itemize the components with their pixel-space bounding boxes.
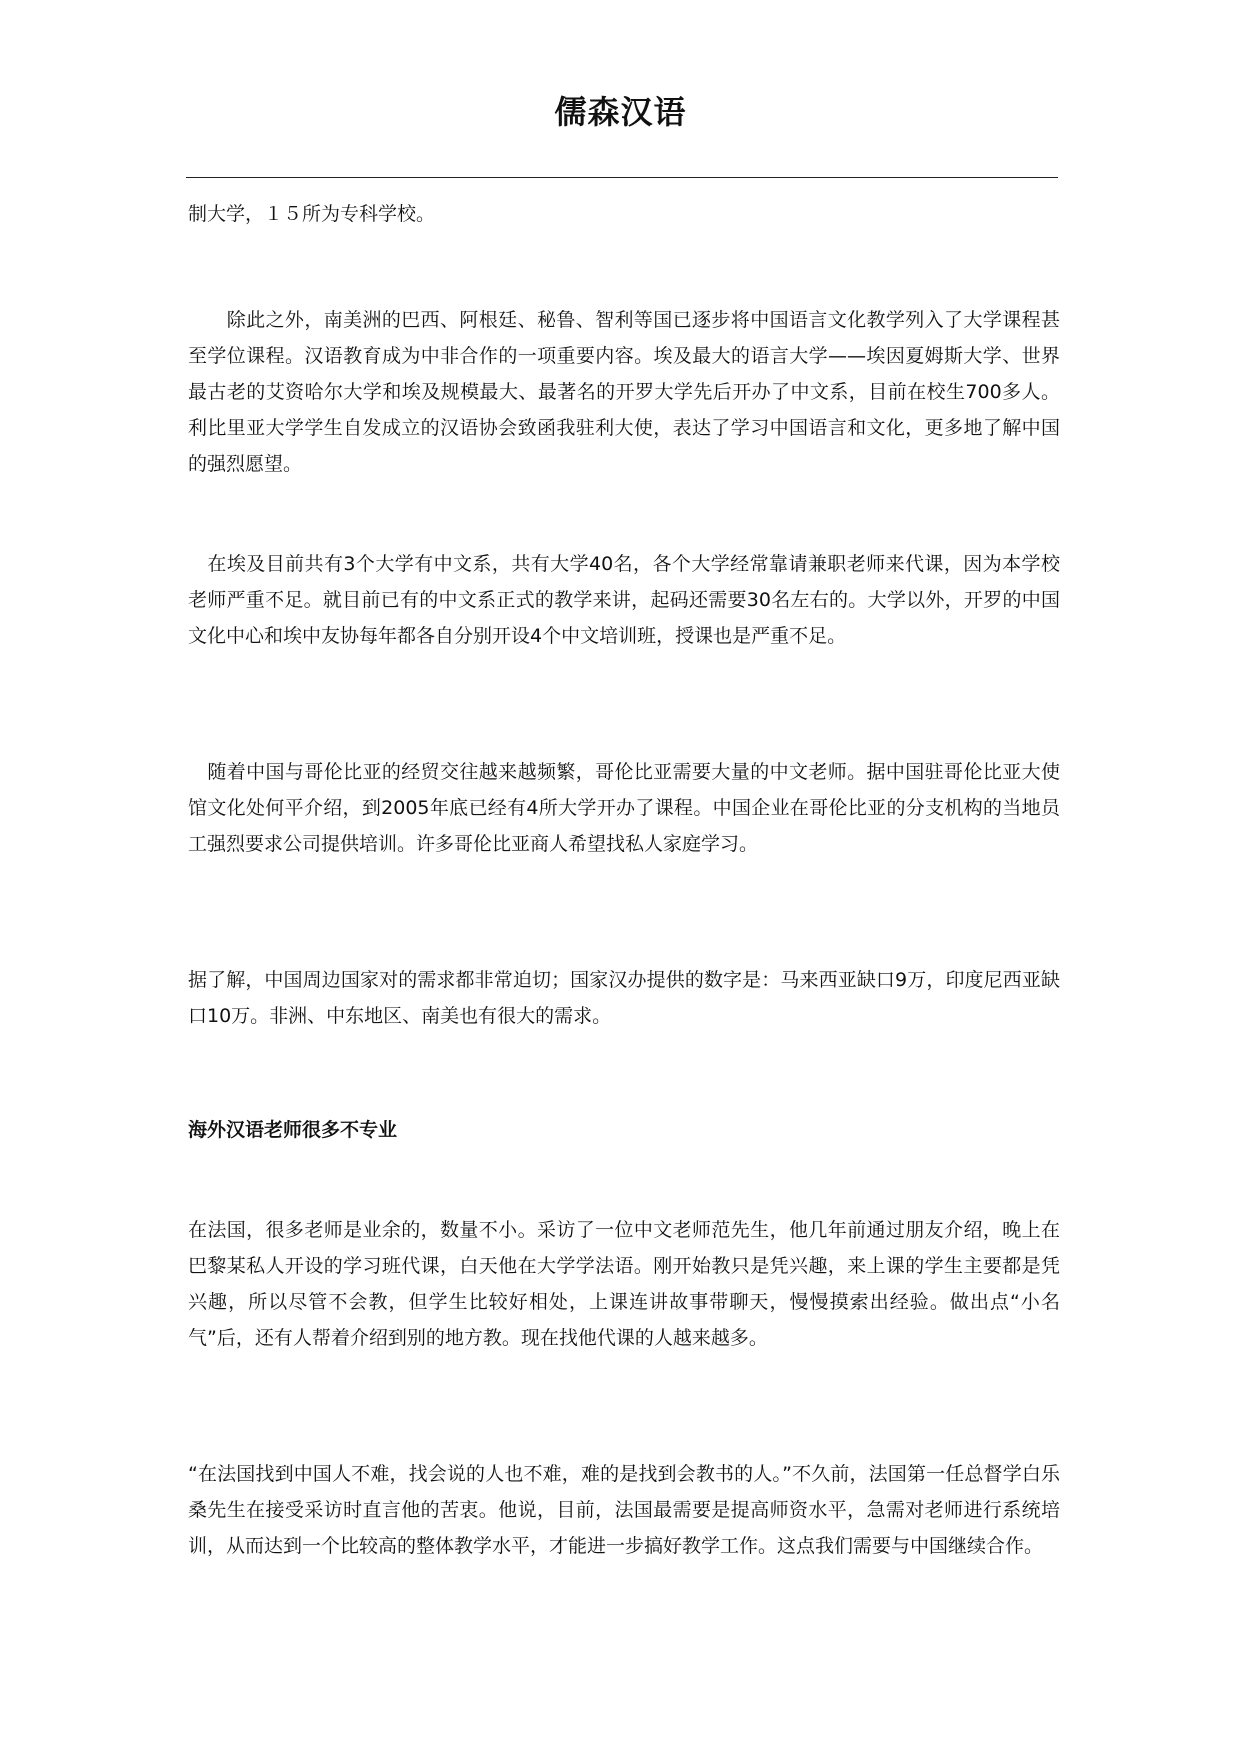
page-title: 儒森汉语: [554, 93, 687, 131]
paragraph-france-teachers: 在法国，很多老师是业余的，数量不小。采访了一位中文老师范先生，他几年前通过朋友介绍，晚上在巴黎某私人开设的学习班代课，白天他在大学学法语。刚开始教只是凭兴趣，来上课的学生主要都是凭兴趣，所以尽管不会教，但学生比较好相处，上课连讲故事带聊天，慢慢摸索出经验。做出点“小名气”后，还有人帮着介绍到别的地方教。现在找他代课的人越来越多。: [188, 1219, 1060, 1349]
section-heading: 海外汉语老师很多不专业: [188, 1119, 398, 1141]
paragraph-continuation: 制大学，１５所为专科学校。: [188, 203, 436, 225]
paragraph-france-quote: “在法国找到中国人不难，找会说的人也不难，难的是找到会教书的人。”不久前，法国第一任总督学白乐桑先生在接受采访时直言他的苦衷。他说，目前，法国最需要是提高师资水平，急需对老师进行系统培训，从而达到一个比较高的整体教学水平，才能进一步搞好教学工作。这点我们需要与中国继续合作。: [188, 1463, 1060, 1557]
header-divider: [186, 177, 1058, 178]
paragraph-south-america-africa: 除此之外，南美洲的巴西、阿根廷、秘鲁、智利等国已逐步将中国语言文化教学列入了大学课程甚至学位课程。汉语教育成为中非合作的一项重要内容。埃及最大的语言大学——埃因夏姆斯大学、世界最古老的艾资哈尔大学和埃及规模最大、最著名的开罗大学先后开办了中文系，目前在校生700多人。利比里亚大学学生自发成立的汉语协会致函我驻利大使，表达了学习中国语言和文化，更多地了解中国的强烈愿望。: [188, 309, 1060, 475]
paragraph-neighbor-countries: 据了解，中国周边国家对的需求都非常迫切；国家汉办提供的数字是：马来西亚缺口9万，印度尼西亚缺口10万。非洲、中东地区、南美也有很大的需求。: [188, 969, 1060, 1027]
paragraph-egypt: 在埃及目前共有3个大学有中文系，共有大学40名，各个大学经常靠请兼职老师来代课，因为本学校老师严重不足。就目前已有的中文系正式的教学来讲，起码还需要30名左右的。大学以外，开罗的中国文化中心和埃中友协每年都各自分别开设4个中文培训班，授课也是严重不足。: [188, 553, 1060, 647]
paragraph-colombia: 随着中国与哥伦比亚的经贸交往越来越频繁，哥伦比亚需要大量的中文老师。据中国驻哥伦比亚大使馆文化处何平介绍，到2005年底已经有4所大学开办了课程。中国企业在哥伦比亚的分支机构的当地员工强烈要求公司提供培训。许多哥伦比亚商人希望找私人家庭学习。: [188, 761, 1060, 855]
